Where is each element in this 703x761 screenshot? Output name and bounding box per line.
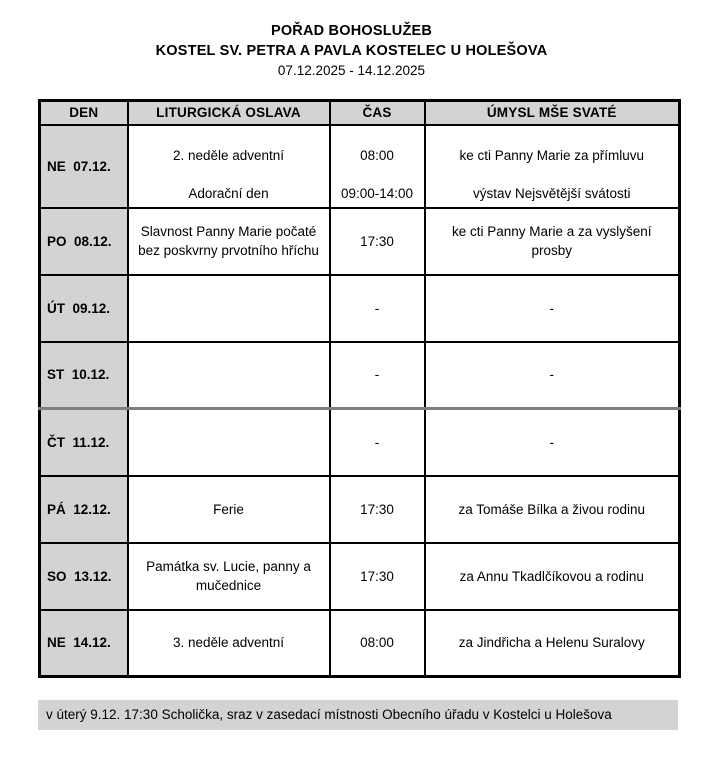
day-cell: ČT 11.12. [40, 409, 128, 476]
intention-entry-1: ke cti Panny Marie za přímluvu [459, 147, 645, 163]
table-row-st-1012 [40, 342, 680, 409]
time-entry-2: 09:00-14:00 [340, 185, 414, 201]
time-cell: 17:30 [330, 476, 425, 543]
column-header-cas: ČAS [330, 101, 425, 125]
celebration-cell: 3. neděle adventní [128, 610, 330, 677]
day-cell: SO 13.12. [40, 543, 128, 610]
celebration-cell [128, 125, 330, 208]
celebration-entry-1: 2. neděle adventní [172, 147, 285, 163]
table-row-ct-1112 [40, 409, 680, 476]
table-row-pa-1212 [40, 476, 680, 543]
day-cell: NE 07.12. [40, 125, 128, 208]
intention-cell [425, 125, 680, 208]
table-header-row [40, 101, 680, 125]
intention-cell: - [425, 275, 680, 342]
column-header-den: DEN [40, 101, 128, 125]
table-row-ut-0912 [40, 275, 680, 342]
time-cell: 08:00 [330, 610, 425, 677]
day-cell: PÁ 12.12. [40, 476, 128, 543]
table-row-so-1312 [40, 543, 680, 610]
table-row-ne-1412 [40, 610, 680, 677]
intention-cell: za Tomáše Bílka a živou rodinu [425, 476, 680, 543]
table-row-ne-0712 [40, 125, 680, 208]
time-cell: 17:30 [330, 543, 425, 610]
celebration-cell [128, 275, 330, 342]
date-range: 07.12.2025 - 14.12.2025 [277, 63, 426, 78]
day-cell: ST 10.12. [40, 342, 128, 409]
column-header-liturgicka-oslava: LITURGICKÁ OSLAVA [128, 101, 330, 125]
document-header [0, 0, 703, 81]
celebration-entry-2: Adorační den [188, 185, 269, 201]
celebration-cell: Slavnost Panny Marie počaté bez poskvrny prvotního hříchu [128, 208, 330, 275]
day-cell: PO 08.12. [40, 208, 128, 275]
intention-cell: - [425, 342, 680, 409]
intention-entry-2: výstav Nejsvětější svátosti [472, 185, 631, 201]
church-name: KOSTEL SV. PETRA A PAVLA KOSTELEC U HOLEŠOVA [155, 43, 548, 59]
footer-note: v úterý 9.12. 17:30 Scholička, sraz v zasedací místnosti Obecního úřadu v Kostelci u Holešova [38, 700, 678, 730]
time-cell: - [330, 342, 425, 409]
intention-cell: za Annu Tkadlčíkovou a rodinu [425, 543, 680, 610]
time-cell: 17:30 [330, 208, 425, 275]
time-cell: - [330, 275, 425, 342]
document-title: POŘAD BOHOSLUŽEB [270, 23, 433, 39]
intention-cell: za Jindřicha a Helenu Suralovy [425, 610, 680, 677]
celebration-cell: Památka sv. Lucie, panny a mučednice [128, 543, 330, 610]
intention-cell: ke cti Panny Marie a za vyslyšení prosby [425, 208, 680, 275]
time-entry-1: 08:00 [360, 147, 394, 163]
schedule-table [38, 99, 681, 678]
intention-cell: - [425, 409, 680, 476]
celebration-cell [128, 409, 330, 476]
celebration-cell: Ferie [128, 476, 330, 543]
table-row-po-0812 [40, 208, 680, 275]
column-header-umysl: ÚMYSL MŠE SVATÉ [425, 101, 680, 125]
day-cell: NE 14.12. [40, 610, 128, 677]
day-cell: ÚT 09.12. [40, 275, 128, 342]
celebration-cell [128, 342, 330, 409]
time-cell: - [330, 409, 425, 476]
time-cell [330, 125, 425, 208]
